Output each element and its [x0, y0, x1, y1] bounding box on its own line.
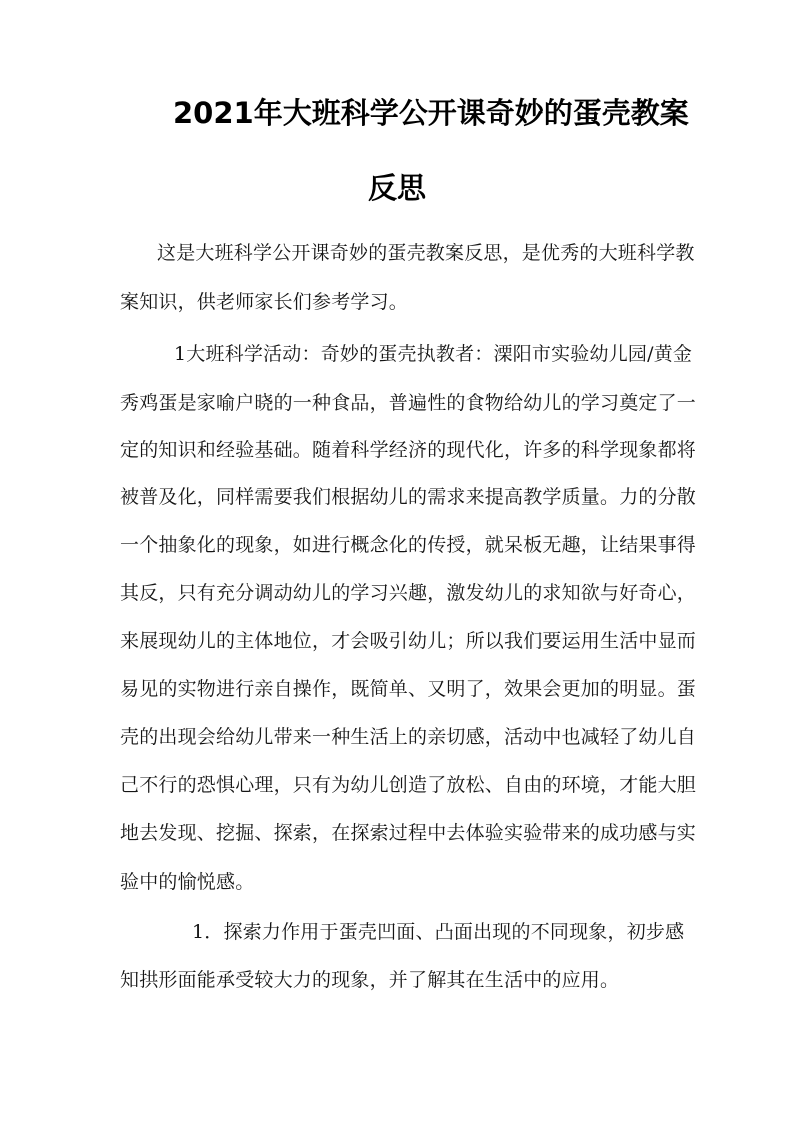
- section-text-line: 验中的愉悦感。: [120, 871, 255, 893]
- section-text-line: 一个抽象化的现象，如进行概念化的传授，就呆板无趣，让结果事得: [120, 534, 697, 556]
- section-text-line: 被普及化，同样需要我们根据幼儿的需求来提高教学质量。力的分散: [120, 486, 697, 508]
- intro-text-line: 这是大班科学公开课奇妙的蛋壳教案反思，是优秀的大班科学教: [157, 242, 695, 264]
- section-text-line: 壳的出现会给幼儿带来一种生活上的亲切感，活动中也减轻了幼儿自: [120, 726, 697, 748]
- section-text-line: 来展现幼儿的主体地位，才会吸引幼儿；所以我们要运用生活中显而: [120, 630, 697, 652]
- section-text-line: 己不行的恐惧心理，只有为幼儿创造了放松、自由的环境，才能大胆: [120, 774, 697, 796]
- section-text-line: 地去发现、挖掘、探索，在探索过程中去体验实验带来的成功感与实: [120, 822, 697, 844]
- list-item-line: 知拱形面能承受较大力的现象，并了解其在生活中的应用。: [120, 969, 620, 991]
- section-text-line: 1大班科学活动：奇妙的蛋壳执教者：溧阳市实验幼儿园/黄金: [174, 343, 693, 365]
- section-text-line: 秀鸡蛋是家喻户晓的一种食品，普遍性的食物给幼儿的学习奠定了一: [120, 392, 697, 414]
- document-title-line-2: 反思: [367, 171, 426, 205]
- document-title-line-1: 2021年大班科学公开课奇妙的蛋壳教案: [173, 96, 689, 130]
- section-text-line: 易见的实物进行亲自操作，既简单、又明了，效果会更加的明显。蛋: [120, 678, 697, 700]
- section-text-line: 定的知识和经验基础。随着科学经济的现代化，许多的科学现象都将: [120, 439, 697, 461]
- list-item-line: 1．探索力作用于蛋壳凹面、凸面出现的不同现象，初步感: [192, 921, 685, 943]
- intro-text-line: 案知识，供老师家长们参考学习。: [120, 291, 409, 313]
- section-text-line: 其反，只有充分调动幼儿的学习兴趣，激发幼儿的求知欲与好奇心，: [120, 582, 697, 604]
